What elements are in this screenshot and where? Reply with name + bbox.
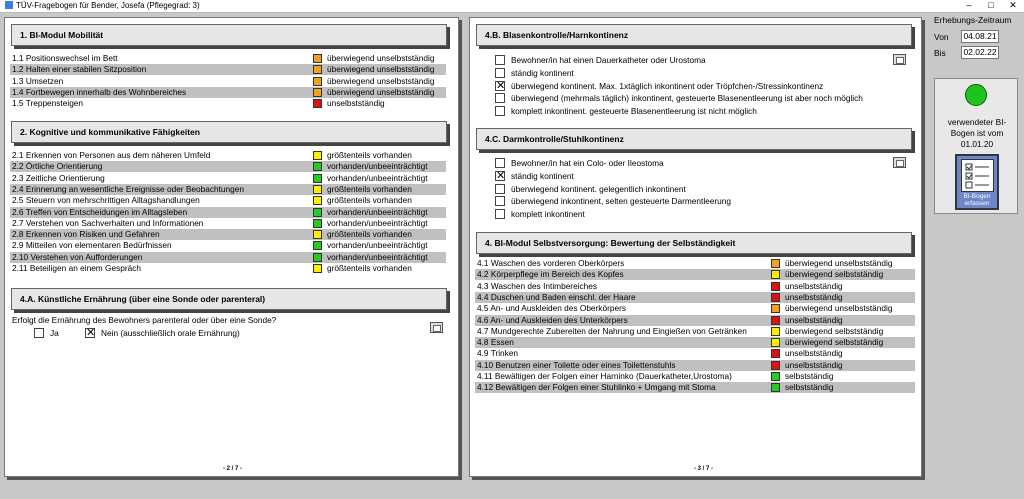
rating-value: unselbstständig <box>785 291 843 302</box>
rating-value: größtenteils vorhanden <box>327 195 412 206</box>
rating-color-swatch <box>313 241 322 250</box>
rating-value: überwiegend unselbstständig <box>327 53 435 63</box>
rating-label: 1.4 Fortbewegen innerhalb des Wohnbereiches <box>12 86 187 97</box>
rating-value: vorhanden/unbeeinträchtigt <box>327 217 428 228</box>
rating-color-swatch <box>771 372 780 381</box>
checkbox-label: Bewohner/in hat ein Colo- oder Ileostoma <box>511 158 664 168</box>
rating-label: 2.5 Steuern von mehrschrittigen Alltagshandlungen <box>12 195 200 206</box>
bi-bogen-erfassen-button[interactable] <box>955 154 999 210</box>
rating-value: vorhanden/unbeeinträchtigt <box>327 240 428 251</box>
rating-row[interactable] <box>475 371 915 382</box>
rating-row[interactable] <box>475 326 915 337</box>
rating-color-swatch <box>771 259 780 268</box>
checkbox-option[interactable] <box>495 105 895 117</box>
minimize-button[interactable]: – <box>966 0 972 10</box>
rating-label: 4.1 Waschen des vorderen Oberkörpers <box>477 258 625 268</box>
rating-label: 4.11 Bewältigen der Folgen einer Harninko (Dauerkatheter,Urostoma) <box>477 371 732 381</box>
checkbox[interactable]: ✕ <box>496 169 506 182</box>
checkbox-option[interactable] <box>495 157 895 169</box>
section-bowel-header: 4.C. Darmkontrolle/Stuhlkontinenz <box>476 128 912 150</box>
rating-row[interactable] <box>10 150 446 161</box>
document-icon[interactable] <box>893 157 906 168</box>
app-icon <box>5 1 13 9</box>
rating-value: überwiegend unselbstständig <box>785 258 893 268</box>
checkbox[interactable] <box>495 184 505 194</box>
checkbox-label: überwiegend kontinent. Max. 1xtäglich inkontinent oder Tröpfchen-/Stressinkontinenz <box>511 80 824 91</box>
rating-label: 2.3 Zeitliche Orientierung <box>12 172 105 183</box>
checkbox[interactable] <box>495 106 505 116</box>
rating-color-swatch <box>771 304 780 313</box>
nutrition-question: Erfolgt die Ernährung des Bewohners parenteral oder über eine Sonde? <box>12 315 277 325</box>
to-label: Bis <box>934 48 946 58</box>
rating-value: vorhanden/unbeeinträchtigt <box>327 172 428 183</box>
rating-row[interactable] <box>10 64 446 75</box>
rating-value: größtenteils vorhanden <box>327 263 412 273</box>
rating-label: 4.10 Benutzen einer Toilette oder eines Toilettenstuhls <box>477 359 676 370</box>
rating-label: 2.10 Verstehen von Aufforderungen <box>12 251 143 262</box>
checkbox-option[interactable] <box>495 208 895 220</box>
rating-color-swatch <box>771 316 780 325</box>
rating-row[interactable] <box>475 382 915 393</box>
to-date-input[interactable]: 02.02.22 <box>961 46 999 59</box>
from-label: Von <box>934 32 949 42</box>
close-button[interactable]: ✕ <box>1009 0 1017 10</box>
checkbox-option[interactable] <box>495 54 895 66</box>
rating-label: 4.3 Waschen des Intimbereiches <box>477 280 598 291</box>
rating-value: unselbstständig <box>785 280 843 291</box>
checkbox[interactable] <box>495 158 505 168</box>
rating-label: 4.4 Duschen und Baden einschl. der Haare <box>477 291 636 302</box>
rating-color-swatch <box>313 230 322 239</box>
rating-label: 2.2 Örtliche Orientierung <box>12 161 103 172</box>
rating-value: überwiegend unselbstständig <box>327 86 435 97</box>
rating-row[interactable] <box>10 207 446 218</box>
rating-row[interactable] <box>10 76 446 87</box>
rating-label: 2.8 Erkennen von Risiken und Gefahren <box>12 229 160 240</box>
rating-color-swatch <box>313 174 322 183</box>
rating-row[interactable] <box>475 337 915 348</box>
rating-color-swatch <box>771 338 780 347</box>
rating-value: vorhanden/unbeeinträchtigt <box>327 251 428 262</box>
rating-value: selbstständig <box>785 371 834 381</box>
rating-row[interactable] <box>475 281 915 292</box>
rating-label: 4.8 Essen <box>477 337 514 348</box>
rating-row[interactable] <box>10 218 446 229</box>
checkbox[interactable] <box>495 196 505 206</box>
rating-value: überwiegend selbstständig <box>785 269 884 280</box>
rating-value: unselbstständig <box>327 98 385 109</box>
rating-row[interactable] <box>475 258 915 269</box>
rating-label: 2.6 Treffen von Entscheidungen im Alltagsleben <box>12 206 188 217</box>
rating-label: 2.9 Mitteilen von elementaren Bedürfnissen <box>12 240 172 251</box>
rating-color-swatch <box>771 270 780 279</box>
rating-row[interactable] <box>475 360 915 371</box>
checkbox-option[interactable] <box>495 170 895 182</box>
rating-row[interactable] <box>10 184 446 195</box>
button-caption: BI-Bogen erfassen <box>963 193 991 207</box>
rating-row[interactable] <box>10 53 446 64</box>
rating-row[interactable] <box>475 292 915 303</box>
rating-value: unselbstständig <box>785 359 843 370</box>
rating-color-swatch <box>313 219 322 228</box>
checkbox-option[interactable] <box>495 67 895 79</box>
rating-value: unselbstständig <box>785 348 843 359</box>
rating-color-swatch <box>313 264 322 273</box>
checkbox-ja[interactable] <box>34 328 44 338</box>
left-page <box>4 17 459 477</box>
checkbox-label: ständig kontinent <box>511 170 574 181</box>
rating-value: überwiegend selbstständig <box>785 325 884 336</box>
rating-row[interactable] <box>475 269 915 280</box>
page-number: - 2 / 7 - <box>223 466 243 472</box>
rating-label: 2.7 Verstehen von Sachverhalten und Informationen <box>12 217 204 228</box>
window-title: TÜV-Fragebogen für Bender, Josefa (Pflegegrad: 3) <box>16 1 200 10</box>
rating-label: 1.5 Treppensteigen <box>12 98 84 109</box>
checkbox-label: überwiegend (mehrmals täglich) inkontinent, gesteuerte Blasenentleerung ist aber noch möglich <box>511 93 863 104</box>
period-title: Erhebungs-Zeitraum <box>934 15 1012 25</box>
rating-color-swatch <box>771 349 780 358</box>
rating-color-swatch <box>313 185 322 194</box>
rating-label: 4.12 Bewältigen der Folgen einer Stuhlinko + Umgang mit Stoma <box>477 382 716 393</box>
checkbox[interactable] <box>495 55 505 65</box>
rating-label: 4.7 Mundgerechte Zubereiten der Nahrung und Eingießen von Getränken <box>477 325 747 336</box>
document-icon[interactable] <box>430 322 443 333</box>
checkbox-label: Bewohner/in hat einen Dauerkatheter oder Urostoma <box>511 55 706 65</box>
rating-row[interactable] <box>10 195 446 206</box>
rating-label: 4.6 An- und Auskleiden des Unterkörpers <box>477 314 628 325</box>
checkbox-option[interactable] <box>495 183 895 195</box>
checkbox-label: ständig kontinent <box>511 67 574 78</box>
rating-color-swatch <box>313 77 322 86</box>
rating-value: überwiegend selbstständig <box>785 337 884 348</box>
from-date-input[interactable]: 04.08.21 <box>961 30 999 43</box>
section-mobility-header: 1. BI-Modul Mobilität <box>11 24 447 46</box>
rating-value: größtenteils vorhanden <box>327 229 412 240</box>
rating-color-swatch <box>771 361 780 370</box>
rating-label: 2.4 Erinnerung an wesentliche Ereignisse oder Beobachtungen <box>12 183 245 194</box>
rating-label: 2.1 Erkennen von Personen aus dem näheren Umfeld <box>12 150 211 160</box>
checkbox[interactable] <box>495 68 505 78</box>
rating-color-swatch <box>313 196 322 205</box>
rating-row[interactable] <box>10 98 446 109</box>
option-ja[interactable]: Ja <box>34 327 94 339</box>
rating-value: überwiegend unselbstständig <box>785 303 893 314</box>
checkbox[interactable]: ✕ <box>496 79 506 92</box>
rating-row[interactable] <box>475 303 915 314</box>
checkbox-label: komplett inkontinent. gesteuerte Blasenentleerung ist nicht möglich <box>511 106 757 117</box>
status-text: verwendeter BI-Bogen ist vom 01.01.20 <box>947 117 1007 149</box>
checkbox[interactable] <box>495 209 505 219</box>
rating-label: 2.11 Beteiligen an einem Gespräch <box>12 263 141 273</box>
checkbox-option[interactable] <box>495 80 895 92</box>
section-artificial-nutrition-header: 4.A. Künstliche Ernährung (über eine Sonde oder parenteral) <box>11 288 447 310</box>
rating-color-swatch <box>313 54 322 63</box>
checkbox-label: überwiegend kontinent. gelegentlich inkontinent <box>511 183 686 194</box>
rating-value: überwiegend unselbstständig <box>327 64 435 75</box>
section-selfcare-header: 4. BI-Modul Selbstversorgung: Bewertung der Selbständigkeit <box>476 232 912 254</box>
rating-row[interactable] <box>10 252 446 263</box>
rating-row[interactable] <box>10 229 446 240</box>
rating-color-swatch <box>313 162 322 171</box>
rating-row[interactable] <box>10 173 446 184</box>
right-page <box>469 17 922 477</box>
rating-color-swatch <box>771 383 780 392</box>
checkbox-nein[interactable]: ✕ <box>86 327 96 339</box>
rating-label: 4.9 Trinken <box>477 348 519 359</box>
rating-value: vorhanden/unbeeinträchtigt <box>327 161 428 172</box>
rating-row[interactable] <box>10 87 446 98</box>
section-cognitive-header: 2. Kognitive und kommunikative Fähigkeiten <box>11 121 447 143</box>
rating-color-swatch <box>771 293 780 302</box>
rating-row[interactable] <box>475 315 915 326</box>
checkbox[interactable] <box>495 93 505 103</box>
rating-color-swatch <box>771 282 780 291</box>
rating-color-swatch <box>771 327 780 336</box>
rating-color-swatch <box>313 65 322 74</box>
section-bladder-header: 4.B. Blasenkontrolle/Harnkontinenz <box>476 24 912 46</box>
rating-color-swatch <box>313 99 322 108</box>
rating-color-swatch <box>313 208 322 217</box>
rating-label: 4.2 Körperpflege im Bereich des Kopfes <box>477 269 624 280</box>
rating-color-swatch <box>313 88 322 97</box>
title-bar <box>0 0 1024 13</box>
rating-value: größtenteils vorhanden <box>327 150 412 160</box>
status-light-icon <box>965 84 987 106</box>
rating-value: unselbstständig <box>785 314 843 325</box>
rating-label: 1.3 Umsetzen <box>12 75 64 86</box>
document-icon[interactable] <box>893 54 906 65</box>
rating-label: 1.2 Halten einer stabilen Sitzposition <box>12 64 147 75</box>
rating-label: 1.1 Positionswechsel im Bett <box>12 53 118 63</box>
rating-color-swatch <box>313 151 322 160</box>
checklist-icon <box>961 159 994 192</box>
rating-row[interactable] <box>10 263 446 274</box>
rating-label: 4.5 An- und Auskleiden des Oberkörpers <box>477 303 626 314</box>
rating-value: vorhanden/unbeeinträchtigt <box>327 206 428 217</box>
checkbox-option[interactable] <box>495 195 895 207</box>
rating-value: größtenteils vorhanden <box>327 183 412 194</box>
option-nein[interactable]: ✕ Nein (ausschließlich orale Ernährung) <box>86 327 240 339</box>
checkbox-option[interactable] <box>495 92 895 104</box>
checkbox-label: komplett inkontinent <box>511 209 585 220</box>
rating-row[interactable] <box>10 240 446 251</box>
rating-row[interactable] <box>475 348 915 359</box>
rating-value: selbstständig <box>785 382 834 393</box>
checkbox-label: überwiegend inkontinent, selten gesteuerte Darmentleerung <box>511 196 732 207</box>
rating-color-swatch <box>313 253 322 262</box>
page-number: - 3 / 7 - <box>694 466 714 472</box>
status-panel <box>934 78 1018 214</box>
rating-row[interactable] <box>10 161 446 172</box>
rating-value: überwiegend unselbstständig <box>327 75 435 86</box>
maximize-button[interactable]: □ <box>988 0 994 10</box>
